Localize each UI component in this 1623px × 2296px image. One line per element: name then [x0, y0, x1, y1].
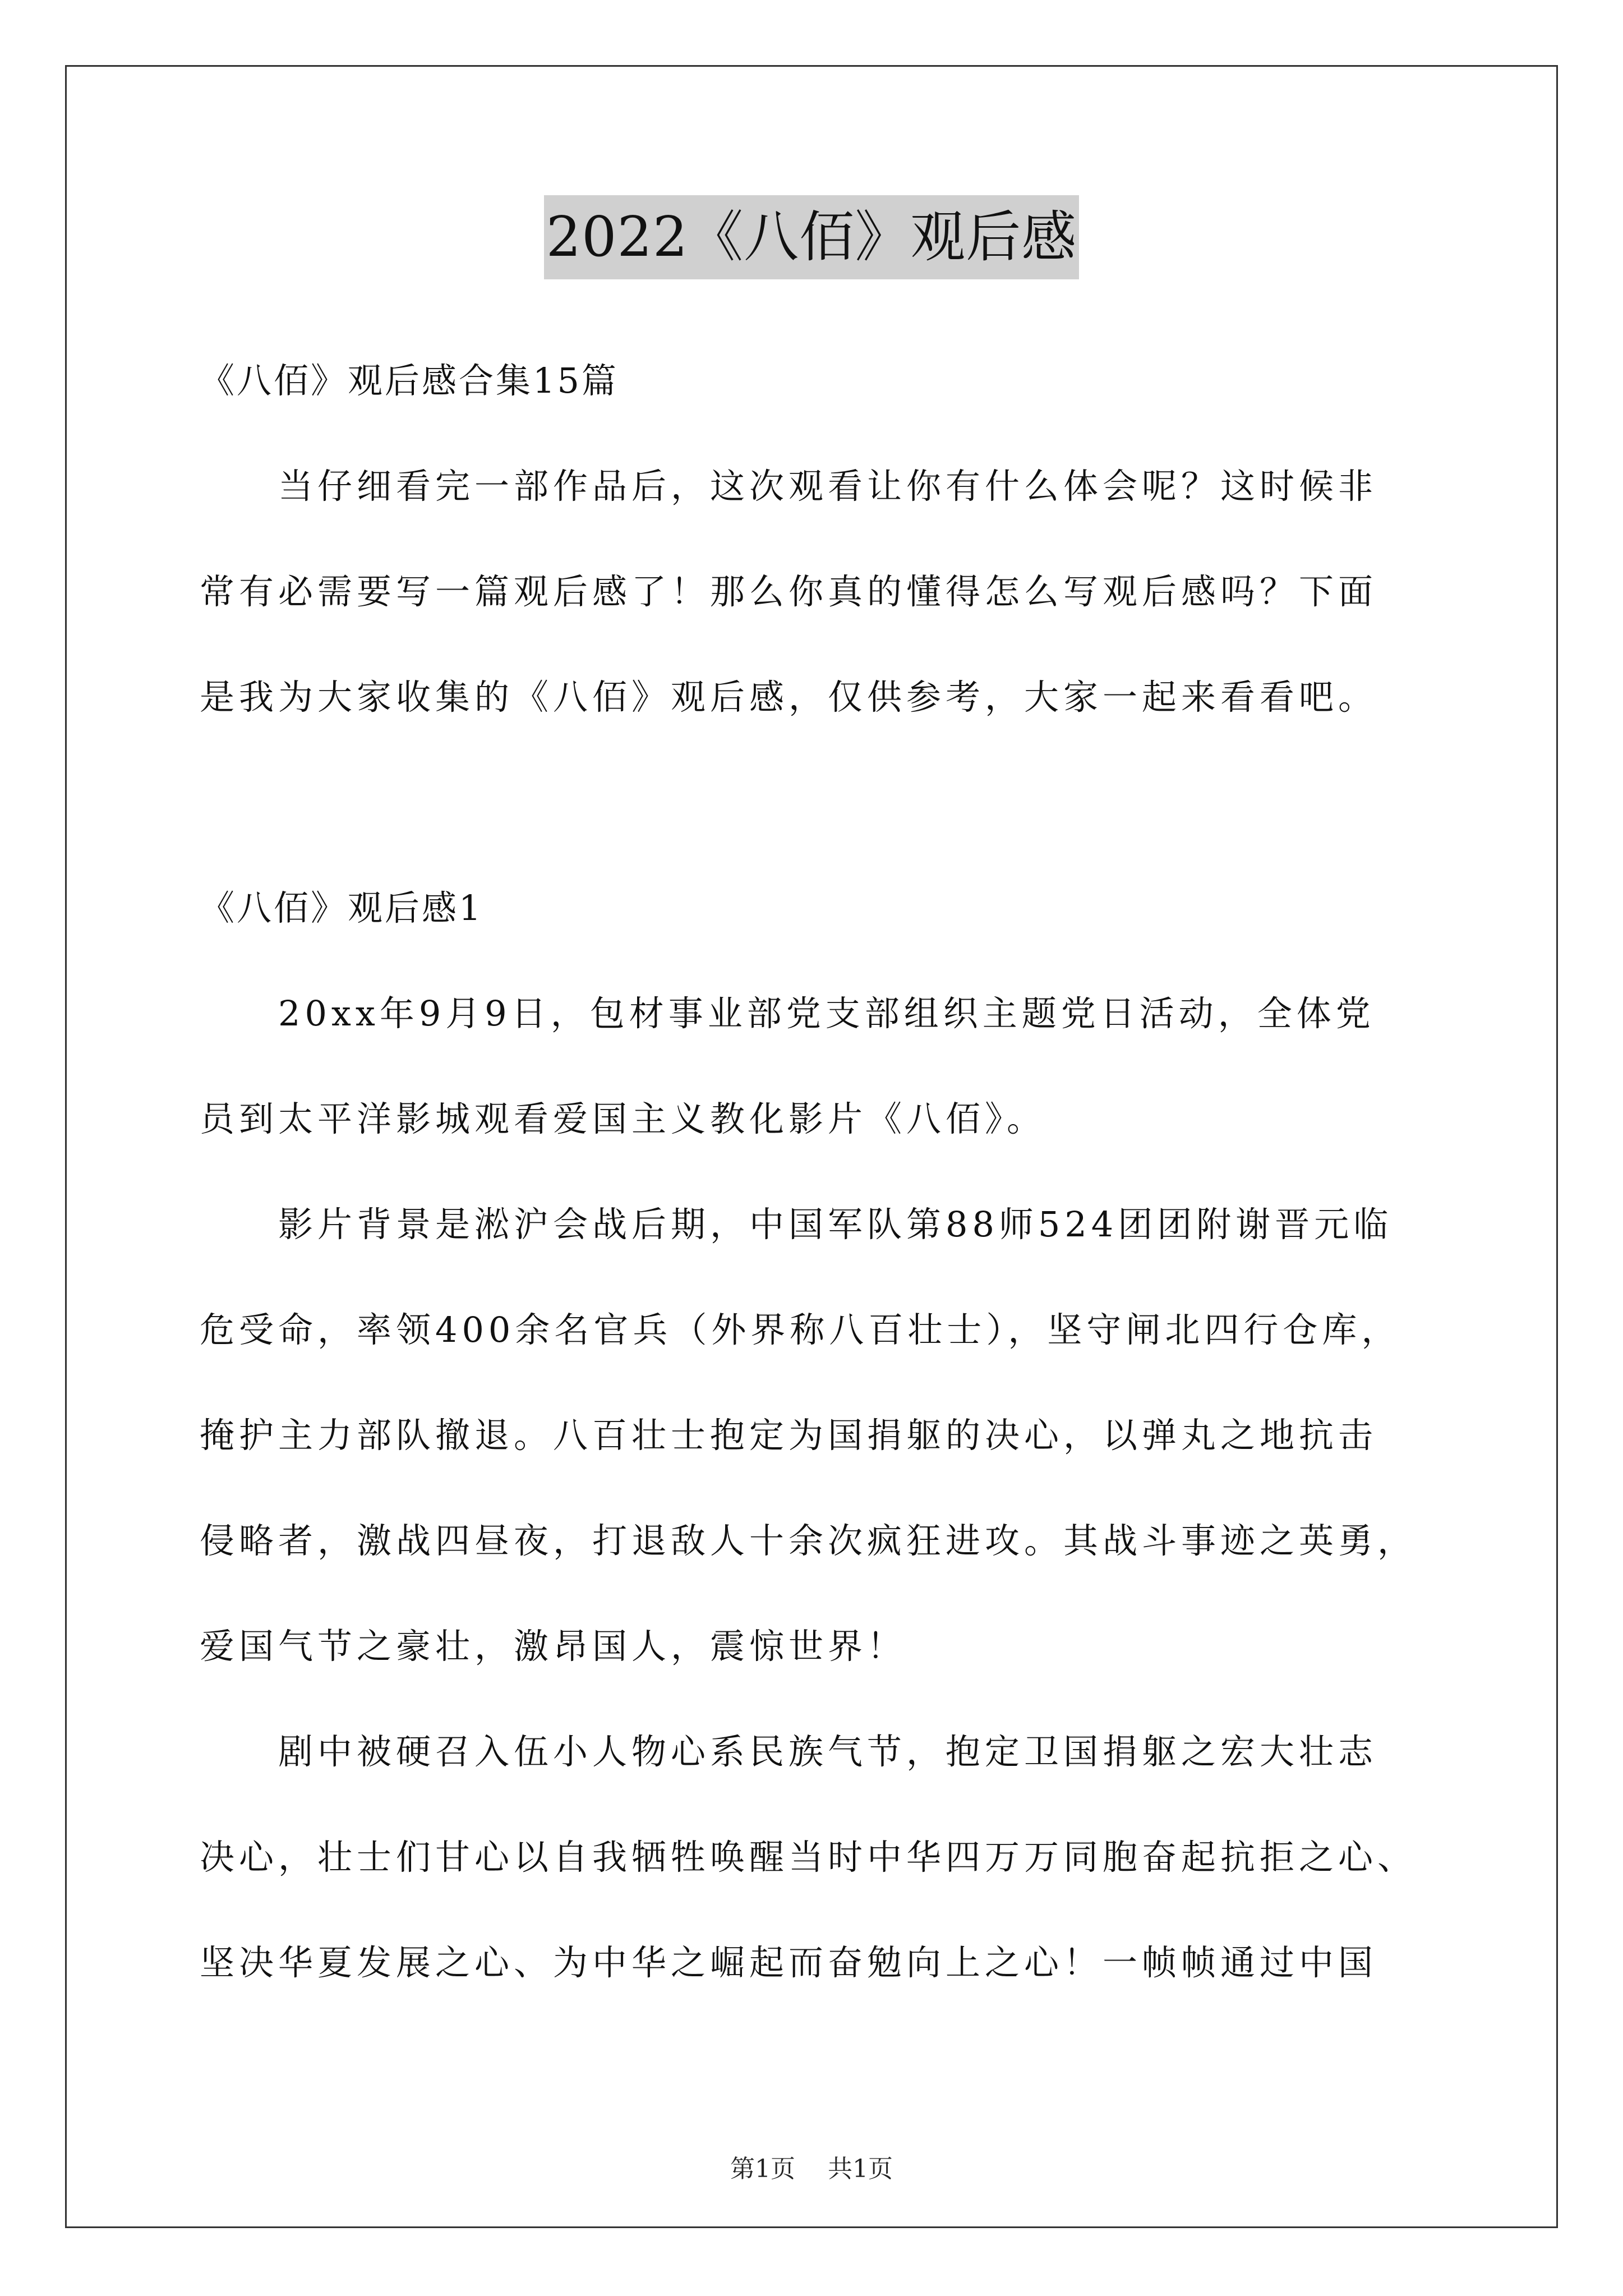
- paragraph-line: 侵略者，激战四昼夜，打退敌人十余次疯狂进攻。其战斗事迹之英勇，: [200, 1520, 1417, 1561]
- title-container: [0, 195, 1623, 279]
- intro-line: 是我为大家收集的《八佰》观后感，仅供参考，大家一起来看看吧。: [200, 677, 1378, 717]
- paragraph-line: 影片背景是淞沪会战后期，中国军队第88师524团团附谢晋元临: [278, 1204, 1393, 1245]
- page-footer: [0, 2148, 1623, 2184]
- paragraph-line: 剧中被硬召入伍小人物心系民族气节，抱定卫国捐躯之宏大壮志: [278, 1731, 1378, 1772]
- paragraph-line: 坚决华夏发展之心、为中华之崛起而奋勉向上之心！一帧帧通过中国: [200, 1942, 1378, 1983]
- intro-line: 常有必需要写一篇观后感了！那么你真的懂得怎么写观后感吗？下面: [200, 571, 1378, 612]
- paragraph-line: 员到太平洋影城观看爱国主义教化影片《八佰》。: [200, 1098, 1046, 1139]
- paragraph-line: 危受命，率领400余名官兵（外界称八百壮士），坚守闸北四行仓库，: [200, 1309, 1401, 1350]
- page-number: 第1页: [730, 2155, 795, 2183]
- section-heading: 《八佰》观后感1: [200, 887, 483, 928]
- paragraph-line: 决心，壮士们甘心以自我牺牲唤醒当时中华四万万同胞奋起抗拒之心、: [200, 1837, 1417, 1878]
- paragraph-line: 20xx年9月9日，包材事业部党支部组织主题党日活动，全体党: [278, 993, 1375, 1034]
- intro-line: 当仔细看完一部作品后，这次观看让你有什么体会呢？这时候非: [278, 466, 1378, 507]
- document-title: 2022《八佰》观后感: [544, 195, 1079, 279]
- paragraph-line: 爱国气节之豪壮，激昂国人，震惊世界！: [200, 1626, 907, 1667]
- document-body: [200, 328, 1426, 2016]
- paragraph-line: 掩护主力部队撤退。八百壮士抱定为国捐躯的决心，以弹丸之地抗击: [200, 1415, 1378, 1456]
- subtitle: 《八佰》观后感合集15篇: [200, 360, 619, 401]
- page-total: 共1页: [828, 2155, 893, 2183]
